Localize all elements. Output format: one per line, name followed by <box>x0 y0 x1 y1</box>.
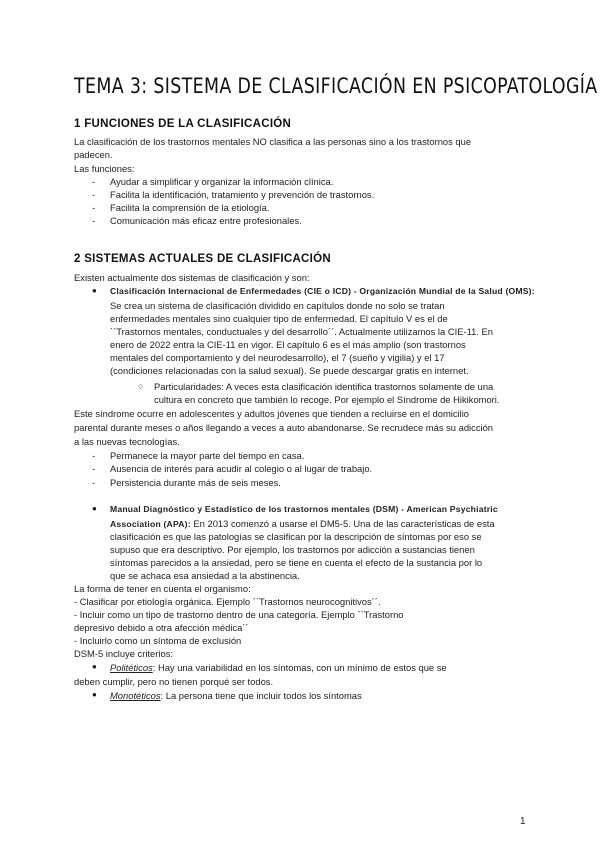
s1-functions-label: Las funciones: <box>74 163 135 174</box>
dash-marker: - <box>92 202 96 213</box>
politeticos-line-2: deben cumplir, pero no tienen porqué ser todos. <box>74 676 274 687</box>
s2-intro: Existen actualmente dos sistemas de clasificación y son: <box>74 272 310 283</box>
monoteticos-text: : La persona tiene que incluir todos los síntomas <box>160 690 362 701</box>
politeticos-text: : Hay una variabilidad en los síntomas, con un mínimo de estos que se <box>152 662 447 673</box>
dash-marker: - <box>92 176 96 187</box>
organism-line: depresivo debido a otra afección médica´´ <box>74 622 249 633</box>
dash-marker: - <box>92 215 96 226</box>
page-title: TEMA 3: SISTEMA DE CLASIFICACIÓN EN PSICOPATOLOGÍA <box>74 74 598 98</box>
cie-line: enfermedades mentales sino cualquier tipo de enfermedad. El capítulo V es el de <box>110 313 448 324</box>
s1-paragraph-line: padecen. <box>74 149 113 160</box>
cie-line: (condiciones relacionadas con la salud sexual). Se puede descargar gratis en internet. <box>110 365 469 376</box>
cie-line: Se crea un sistema de clasificación dividido en capítulos donde no solo se tratan <box>110 300 445 311</box>
cie-line: enero de 2022 entra la CIE-11 en vigor. El capítulo 6 es el más amplio (son trastornos <box>110 339 466 350</box>
dsm-title: Manual Diagnóstico y Estadístico de los trastornos mentales (DSM) - American Psychiatric <box>110 504 498 514</box>
dsm-line: clasificación es que las patologías se clasifican por la descripción de síntomas por eso se <box>110 531 482 542</box>
bullet-icon: ● <box>92 504 97 513</box>
organism-line: DSM-5 incluye criterios: <box>74 648 173 659</box>
function-item: Facilita la identificación, tratamiento y prevención de trastornos. <box>110 189 375 200</box>
politeticos-label: Politéticos <box>110 662 153 673</box>
dsm-line: síntomas parecidos a la ansiedad, pero se tiene en cuenta el efecto de la sustancia por lo <box>110 557 483 568</box>
dsm-first-line <box>110 518 495 529</box>
symptom-item: Permanece la mayor parte del tiempo en casa. <box>110 450 305 461</box>
dash-marker: - <box>92 463 96 474</box>
politeticos-line <box>110 662 447 673</box>
monoteticos-line <box>110 690 362 701</box>
particularidades-line: cultura en concreto que también lo recoge. Por ejemplo el Síndrome de Hikikomori. <box>154 394 500 405</box>
page-number: 1 <box>520 816 526 827</box>
hikikomori-line: parental durante meses o años llegando a veces a auto abandonarse. Se recrudece más su adicción <box>74 422 494 433</box>
section-2-heading: 2 SISTEMAS ACTUALES DE CLASIFICACIÓN <box>74 253 331 265</box>
circle-bullet-icon: ○ <box>138 381 144 391</box>
cie-line: ``Trastornos mentales, conductuales y del desarrollo´´. Actualmente utilizamos la CIE-11. En <box>110 326 493 337</box>
section-1-heading: 1 FUNCIONES DE LA CLASIFICACIÓN <box>74 118 292 130</box>
hikikomori-line: Este síndrome ocurre en adolescentes y adultos jóvenes que tienden a recluirse en el domicilio <box>74 408 470 419</box>
symptom-item: Persistencia durante más de seis meses. <box>110 477 281 488</box>
symptom-item: Ausencia de interés para acudir al colegio o al lugar de trabajo. <box>110 463 373 474</box>
particularidades-line: Particularidades: A veces esta clasificación identifica trastornos solamente de una <box>154 381 494 392</box>
dsm-title-cont: Association (APA): <box>110 519 191 529</box>
cie-title: Clasificación Internacional de Enfermedades (CIE o ICD) - Organización Mundial de la Salud (OMS): <box>110 286 535 296</box>
bullet-icon: ● <box>92 690 97 699</box>
monoteticos-label: Monotéticos <box>110 690 161 701</box>
dash-marker: - <box>92 477 96 488</box>
organism-line: - Incluir como un tipo de trastorno dentro de una categoría. Ejemplo ``Trastorno <box>74 609 404 620</box>
hikikomori-line: a las nuevas tecnologías. <box>74 436 180 447</box>
organism-line: La forma de tener en cuenta el organismo: <box>74 583 251 594</box>
bullet-icon: ● <box>92 662 97 671</box>
function-item: Comunicación más eficaz entre profesionales. <box>110 215 302 226</box>
dsm-line: que se achaca esa ansiedad a la abstinencia. <box>110 570 300 581</box>
function-item: Facilita la comprensión de la etiología. <box>110 202 270 213</box>
dsm-line: supuso que era descriptivo. Por ejemplo, los trastornos por adicción a sustancias tienen <box>110 544 475 555</box>
dsm-line: En 2013 comenzó a usarse el DM5-5. Una de las características de esta <box>193 518 495 529</box>
organism-line: - Clasificar por etiología orgánica. Ejemplo ``Trastornos neurocognitivos´´. <box>74 596 381 607</box>
bullet-icon: ● <box>92 286 97 295</box>
dash-marker: - <box>92 189 96 200</box>
organism-line: - Incluirlo como un síntoma de exclusión <box>74 635 242 646</box>
dash-marker: - <box>92 450 96 461</box>
cie-line: mentales del comportamiento y del neurodesarrollo), el 7 (sueño y vigilia) y el 17 <box>110 352 445 363</box>
function-item: Ayudar a simplificar y organizar la información clínica. <box>110 176 334 187</box>
s1-paragraph-line: La clasificación de los trastornos mentales NO clasifica a las personas sino a los trastornos que <box>74 136 472 147</box>
